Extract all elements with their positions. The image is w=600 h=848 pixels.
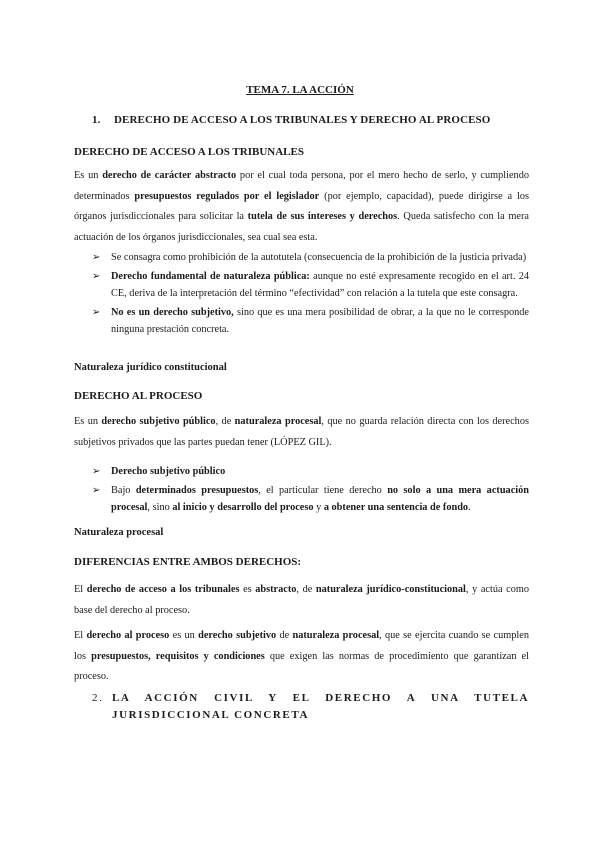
list-item: ➢ Se consagra como prohibición de la autotutela (consecuencia de la prohibición de la justicia privada) [92,249,529,267]
section-number: 2. [92,692,104,704]
section-title: LA ACCIÓN CIVIL Y EL DERECHO A UNA TUTELA JURISDICCIONAL CONCRETA [112,692,529,721]
bullet-list-acceso [92,249,529,340]
heading-diferencias: DIFERENCIAS ENTRE AMBOS DERECHOS: [74,556,302,568]
bullet-list-proceso [92,463,529,518]
subheading-naturaleza-juridico-constitucional: Naturaleza jurídico constitucional [74,362,227,373]
paragraph-diferencias-acceso: El derecho de acceso a los tribunales es abstracto, de naturaleza jurídico-constitucional, y actúa como base del derecho al proceso. [74,584,529,616]
section-number: 1. [92,114,101,126]
section-1-heading [92,114,490,126]
list-item: ➢ Derecho fundamental de naturaleza pública: aunque no esté expresamente recogido en el art. 24 CE, deriva de la interpretación del término “efectividad” con relación a la tutela que este consagra. [92,268,529,303]
paragraph-proceso: Es un derecho subjetivo público, de naturaleza procesal, que no guarda relación directa con los derechos subjetivos privados que las partes puedan tener (LÓPEZ GIL). [74,416,529,448]
arrow-bullet-icon: ➢ [92,484,101,496]
arrow-bullet-icon: ➢ [92,466,101,477]
paragraph-diferencias-proceso: El derecho al proceso es un derecho subjetivo de naturaleza procesal, que se ejercita cuando se cumplen los presupuestos, requisitos y condiciones que exigen las normas de procedimiento que garantizan el proceso. [74,630,529,682]
list-item: ➢ Bajo determinados presupuestos, el particular tiene derecho no solo a una mera actuación procesal, sino al inicio y desarrollo del proceso y a obtener una sentencia de fondo. [92,482,529,517]
arrow-bullet-icon: ➢ [92,270,101,282]
list-item: ➢ Derecho subjetivo público [92,463,529,481]
section-2-heading [92,690,529,724]
list-item: ➢ No es un derecho subjetivo, sino que es una mera posibilidad de obrar, a la que no le corresponde ninguna prestación concreta. [92,304,529,339]
section-title: DERECHO DE ACCESO A LOS TRIBUNALES Y DERECHO AL PROCESO [114,114,491,126]
heading-derecho-proceso: DERECHO AL PROCESO [74,390,203,402]
paragraph-acceso: Es un derecho de carácter abstracto por el cual toda persona, por el mero hecho de serlo, y cumpliendo determinados presupuestos regulados por el legislador (por ejemplo, capacidad), puede dirigirse a los órganos jurisdiccionales para solicitar la tutela de sus intereses y derechos. Queda satisfecho con la mera actuación de los órganos jurisdiccionales, sea cual sea esta. [74,170,529,243]
arrow-bullet-icon: ➢ [92,306,101,318]
page-title: TEMA 7. LA ACCIÓN [246,84,354,96]
subheading-naturaleza-procesal: Naturaleza procesal [74,527,164,538]
heading-derecho-acceso: DERECHO DE ACCESO A LOS TRIBUNALES [74,146,304,158]
arrow-bullet-icon: ➢ [92,252,101,263]
